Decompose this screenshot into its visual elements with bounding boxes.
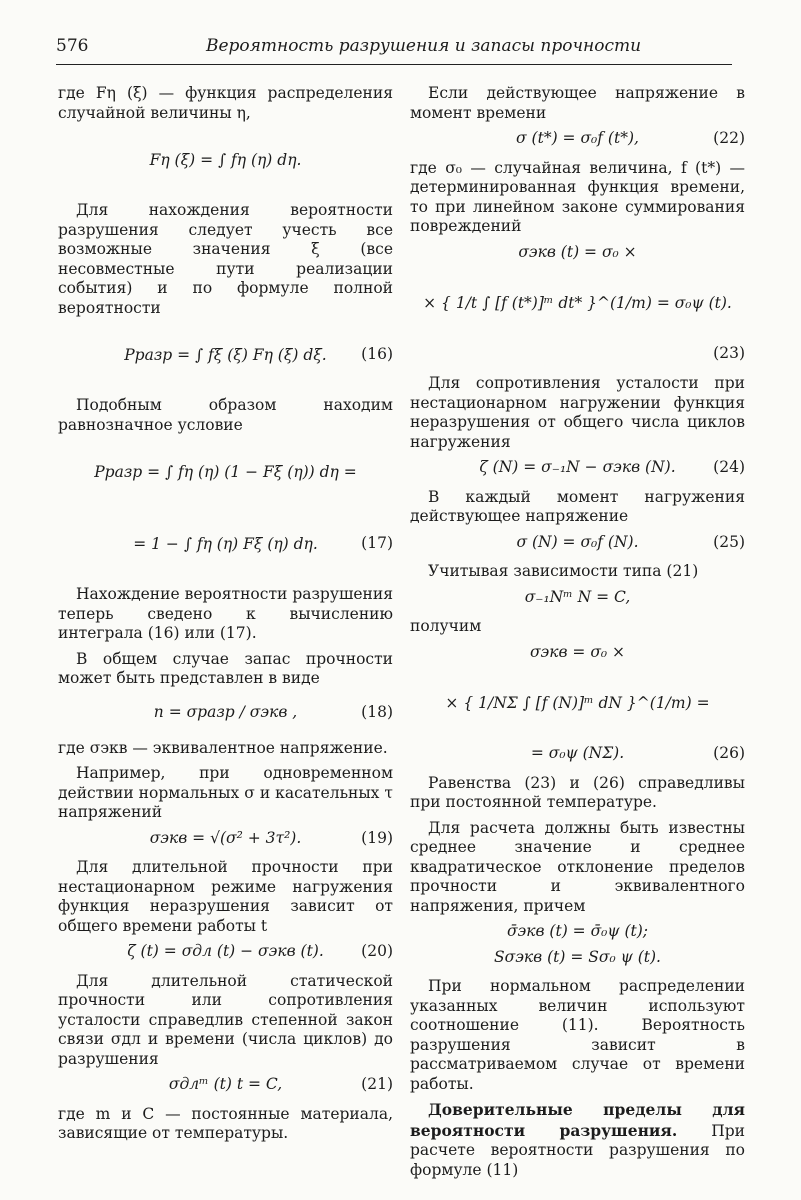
formula-17a	[58, 441, 393, 503]
equation-number: (21)	[361, 1075, 393, 1093]
formula-text: Fη (ξ) = ∫ fη (η) dη.	[149, 151, 302, 169]
formula-text: = 1 − ∫ fη (η) Fξ (η) dη.	[133, 535, 318, 553]
formula-18	[58, 695, 393, 729]
page-header	[56, 30, 732, 65]
formula-24	[410, 458, 745, 478]
equation-number: (22)	[713, 129, 745, 147]
paragraph: где σэкв — эквивалентное напряжение.	[58, 738, 388, 757]
formula-23-number	[410, 344, 745, 364]
formula-text: × { 1/NΣ ∫ [f (N)]ᵐ dN }^(1/m) =	[445, 694, 710, 712]
formula-26a	[410, 643, 745, 663]
equation-number: (26)	[713, 744, 745, 762]
formula-21	[58, 1075, 393, 1095]
left-column	[58, 84, 393, 1150]
paragraph: где Fη (ξ) — функция распределения случайной величины η,	[58, 84, 393, 122]
formula-text: σ̄экв (t) = σ̄₀ψ (t);	[506, 922, 649, 940]
paragraph: Нахождение вероятности разрушения теперь сведено к вычислению интеграла (16) или (17).	[58, 585, 393, 642]
formula-26b	[410, 672, 745, 734]
formula-text: σ (N) = σ₀f (N).	[516, 532, 639, 551]
paragraph: При нормальном распределении указанных величин используют соотношение (11). Вероятность разрушения зависит в рассматриваемом случае от времени работы.	[410, 977, 745, 1093]
formula-text: σэкв = √(σ² + 3τ²).	[149, 828, 302, 847]
paragraph: Равенства (23) и (26) справедливы при постоянной температуре.	[410, 773, 745, 811]
equation-number: (16)	[361, 345, 393, 363]
formula-19	[58, 829, 393, 849]
paragraph: Для нахождения вероятности разрушения следует учесть все возможные значения ξ (все несовместные пути реализации события) и по формуле полной вероятности	[58, 201, 393, 317]
paragraph	[410, 1100, 745, 1180]
paragraph: Если действующее напряжение в момент времени	[410, 84, 745, 122]
formula-text: σдлᵐ (t) t = C,	[168, 1075, 283, 1093]
running-title: Вероятность разрушения и запасы прочности	[206, 36, 642, 56]
paragraph: Для длительной прочности при нестационарном режиме нагружения функция неразрушения зависит от общего времени работы t	[58, 858, 393, 935]
formula-text: = σ₀ψ (NΣ).	[530, 744, 625, 762]
formula-text: Pразр = ∫ fη (η) (1 − Fξ (η)) dη =	[94, 463, 357, 481]
paragraph: Например, при одновременном действии нормальных σ и касательных τ напряжений	[58, 764, 393, 821]
formula-16	[58, 324, 393, 386]
paragraph: где σ₀ — случайная величина, f (t*) — детерминированная функция времени, то при линейном законе суммирования повреждений	[410, 158, 745, 235]
formula-text: σ (t*) = σ₀f (t*),	[516, 129, 639, 147]
formula-20	[58, 942, 393, 962]
formula-26c	[410, 744, 745, 764]
equation-number: (20)	[361, 942, 393, 960]
section-heading: Доверительные пределы для вероятности разрушения.	[410, 1100, 745, 1140]
right-column	[410, 84, 745, 1186]
equation-number: (17)	[361, 534, 393, 552]
formula-text: σэкв (t) = σ₀ ×	[518, 242, 637, 261]
formula-22	[410, 129, 745, 149]
formula-text: × { 1/t ∫ [f (t*)]ᵐ dt* }^(1/m) = σ₀ψ (t).	[423, 294, 732, 312]
paragraph: В каждый момент нагружения действующее напряжение	[410, 487, 745, 525]
formula-23b	[410, 272, 745, 334]
paragraph: В общем случае запас прочности может быть представлен в виде	[58, 649, 393, 687]
equation-number: (18)	[361, 702, 393, 721]
formula-25	[410, 533, 745, 553]
page-number: 576	[56, 36, 89, 56]
formula-text: σ₋₁Nᵐ N = C,	[524, 587, 631, 606]
paragraph: Для длительной статической прочности или сопротивления усталости справедлив степенной закон связи σдл и времени (числа циклов) до разрушения	[58, 971, 393, 1068]
formula-text: ζ (N) = σ₋₁N − σэкв (N).	[479, 458, 676, 476]
formula-17b	[58, 513, 393, 575]
formula-27b	[410, 948, 745, 968]
equation-number: (19)	[361, 828, 393, 847]
paragraph: Для сопротивления усталости при нестационарном нагружении функция неразрушения от общего числа циклов нагружения	[410, 374, 745, 451]
formula-25b	[410, 588, 745, 608]
equation-number: (24)	[713, 458, 745, 476]
formula-text: Sσэкв (t) = Sσ₀ ψ (t).	[494, 947, 661, 966]
formula-text: n = σразр / σэкв ,	[153, 702, 298, 721]
paragraph: Подобным образом находим равнозначное условие	[58, 396, 393, 434]
formula-27a	[410, 922, 745, 942]
formula-text: Pразр = ∫ fξ (ξ) Fη (ξ) dξ.	[124, 346, 327, 364]
formula-text: σэкв = σ₀ ×	[529, 642, 626, 661]
formula-distribution	[58, 129, 393, 191]
paragraph: Учитывая зависимости типа (21)	[428, 562, 699, 580]
paragraph: где m и C — постоянные материала, зависящие от температуры.	[58, 1104, 393, 1142]
formula-text: ζ (t) = σдл (t) − σэкв (t).	[127, 942, 324, 960]
paragraph: Для расчета должны быть известны среднее значение и среднее квадратическое отклонение пределов прочности и эквивалентного напряжения, причем	[410, 818, 745, 915]
equation-number: (23)	[713, 344, 745, 362]
equation-number: (25)	[713, 532, 745, 551]
paragraph: получим	[410, 617, 482, 635]
paragraph-text: При расчете вероятности разрушения по формуле (11)	[410, 1121, 745, 1179]
formula-23a	[410, 243, 745, 263]
